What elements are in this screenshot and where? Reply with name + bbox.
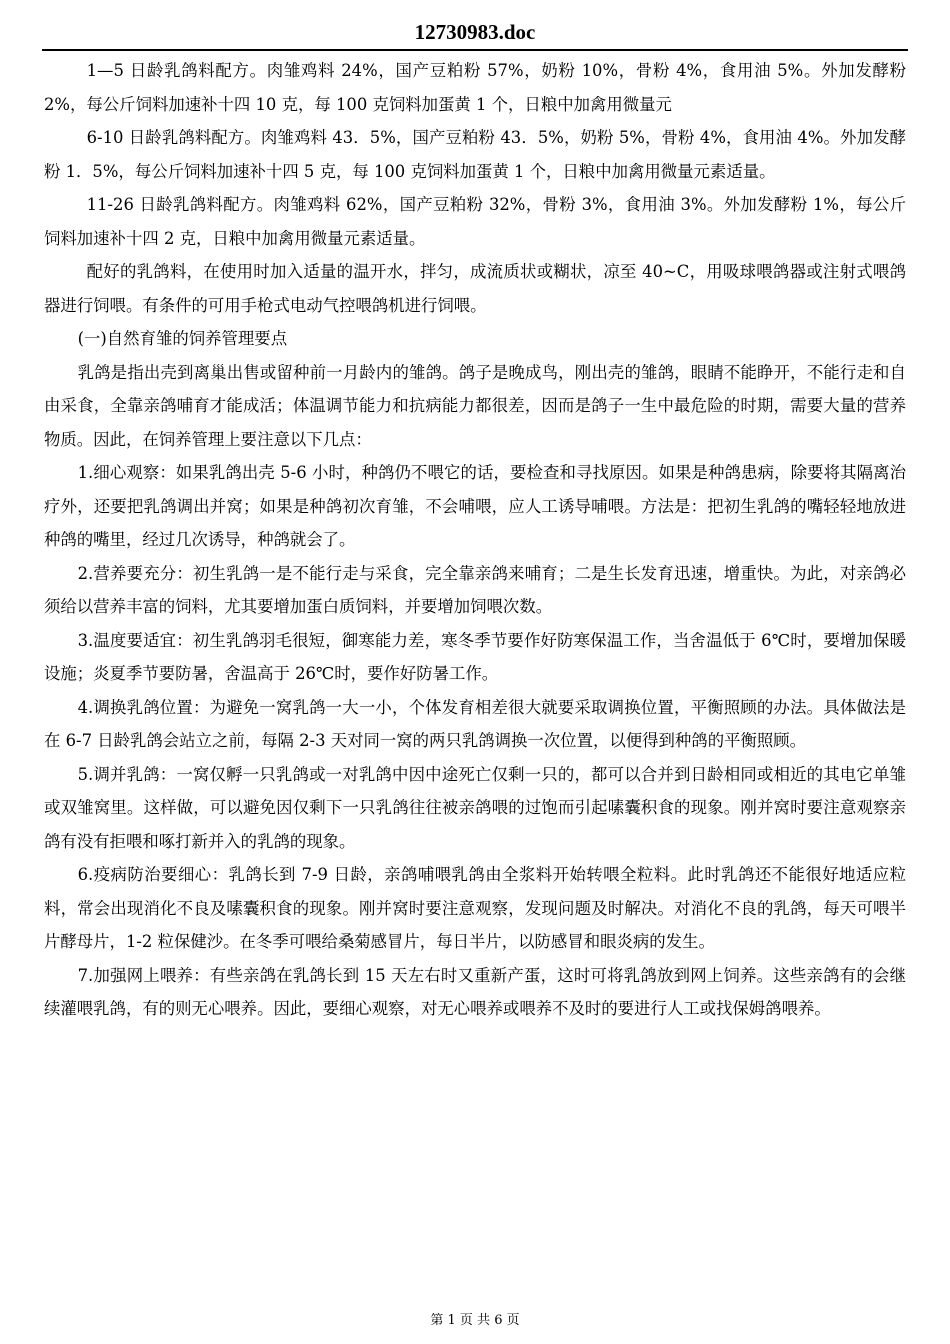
document-body	[44, 54, 906, 1026]
list-item-nutrition: 2.营养要充分：初生乳鸽一是不能行走与采食，完全靠亲鸽来哺育；二是生长发育迅速，增重快。为此，对亲鸽必须给以营养丰富的饲料，尤其要增加蛋白质饲料，并要增加饲喂次数。	[44, 563, 906, 616]
header-divider	[42, 49, 908, 51]
document-filename: 12730983.doc	[414, 20, 536, 44]
list-item-observation: 1.细心观察：如果乳鸽出壳 5-6 小时，种鸽仍不喂它的话，要检查和寻找原因。如果是种鸽患病，除要将其隔离治疗外，还要把乳鸽调出并窝；如果是种鸽初次育雏，不会哺喂，应人工诱导哺喂。方法是：把初生乳鸽的嘴轻轻地放进种鸽的嘴里，经过几次诱导，种鸽就会了。	[44, 463, 906, 549]
list-item-merge-nests: 5.调并乳鸽：一窝仅孵一只乳鸽或一对乳鸽中因中途死亡仅剩一只的，都可以合并到日龄相同或相近的其电它单雏或双雏窝里。这样做，可以避免因仅剩下一只乳鸽往往被亲鸽喂的过饱而引起嗉囊积食的现象。刚并窝时要注意观察亲鸽有没有拒喂和啄打新并入的乳鸽的现象。	[44, 764, 906, 851]
paragraph-formula-1-5-days: 1—5 日龄乳鸽料配方。肉雏鸡料 24%，国产豆粕粉 57%，奶粉 10%，骨粉 4%，食用油 5%。外加发酵粉 2%，每公斤饲料加速补十四 10 克，每 100 克饲料加蛋黄 1 个，日粮中加禽用微量元	[44, 61, 906, 114]
paragraph-formula-11-26-days: 11-26 日龄乳鸽料配方。肉雏鸡料 62%，国产豆粕粉 32%，骨粉 3%，食用油 3%。外加发酵粉 1%，每公斤饲料加速补十四 2 克，日粮中加禽用微量元素适量。	[44, 195, 906, 248]
paragraph-feeding-method: 配好的乳鸽料，在使用时加入适量的温开水，拌匀，成流质状或糊状，凉至 40~C，用吸球喂鸽器或注射式喂鸽器进行饲喂。有条件的可用手枪式电动气控喂鸽机进行饲喂。	[44, 262, 906, 315]
section-heading-natural-brooding: (一)自然育雏的饲养管理要点	[77, 329, 288, 348]
list-item-temperature: 3.温度要适宜：初生乳鸽羽毛很短，御寒能力差，寒冬季节要作好防寒保温工作，当舍温低于 6℃时，要增加保暖设施；炎夏季节要防暑，舍温高于 26℃时，要作好防暑工作。	[44, 630, 906, 683]
paragraph-formula-6-10-days: 6-10 日龄乳鸽料配方。肉雏鸡料 43．5%，国产豆粕粉 43．5%，奶粉 5%，骨粉 4%，食用油 4%。外加发酵粉 1．5%，每公斤饲料加速补十四 5 克，每 100 克饲料加蛋黄 1 个，日粮中加禽用微量元素适量。	[44, 128, 906, 181]
page-number: 第 1 页 共 6 页	[430, 1313, 520, 1328]
list-item-disease-prevention: 6.疫病防治要细心：乳鸽长到 7-9 日龄，亲鸽哺喂乳鸽由全浆料开始转喂全粒料。此时乳鸽还不能很好地适应粒料，常会出现消化不良及嗉囊积食的现象。刚并窝时要注意观察，发现问题及时解决。对消化不良的乳鸽，每天可喂半片酵母片，1-2 粒保健沙。在冬季可喂给桑菊感冒片，每日半片，以防感冒和眼炎病的发生。	[44, 865, 906, 951]
list-item-net-feeding: 7.加强网上喂养：有些亲鸽在乳鸽长到 15 天左右时又重新产蛋，这时可将乳鸽放到网上饲养。这些亲鸽有的会继续灌喂乳鸽，有的则无心喂养。因此，要细心观察，对无心喂养或喂养不及时的要进行人工或找保姆鸽喂养。	[44, 965, 906, 1018]
paragraph-squab-definition: 乳鸽是指出壳到离巢出售或留种前一月龄内的雏鸽。鸽子是晚成鸟，刚出壳的雏鸽，眼睛不能睁开，不能行走和自由采食，全靠亲鸽哺育才能成活；体温调节能力和抗病能力都很差，因而是鸽子一生中最危险的时期，需要大量的营养物质。因此，在饲养管理上要注意以下几点：	[44, 362, 906, 449]
list-item-swap-position: 4.调换乳鸽位置：为避免一窝乳鸽一大一小，个体发育相差很大就要采取调换位置，平衡照顾的办法。具体做法是在 6-7 日龄乳鸽会站立之前，每隔 2-3 天对同一窝的两只乳鸽调换一次位置，以便得到种鸽的平衡照顾。	[44, 697, 906, 750]
